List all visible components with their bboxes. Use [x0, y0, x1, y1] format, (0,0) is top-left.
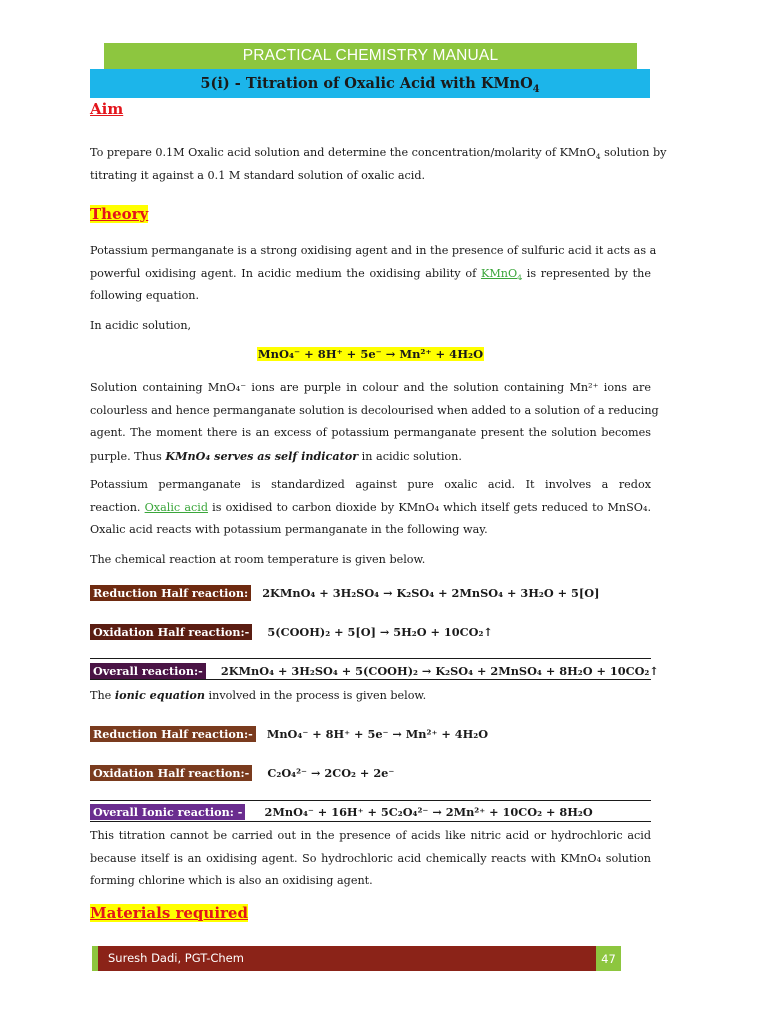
- ionic-oxidation-label: Oxidation Half reaction:-: [90, 765, 252, 781]
- oxalic-acid-link[interactable]: Oxalic acid: [144, 500, 208, 514]
- ionic-overall-rule-bottom: [90, 821, 651, 822]
- kmno4-link[interactable]: KMnO$_4$: [480, 266, 523, 282]
- overall-reaction-row: [90, 660, 659, 679]
- ionic-reduction-label: Reduction Half reaction:-: [90, 726, 256, 742]
- theory-paragraph-1: Potassium permanganate is a strong oxidising agent and in the presence of sulfuric acid it acts as a powerful oxidising agent. In acidic medium the oxidising ability of KMnO$_4$ is represented by the following equation.: [90, 244, 657, 302]
- closing-paragraph: This titration cannot be carried out in the presence of acids like nitric acid or hydrochloric acid because itself is an oxidising agent. So hydrochloric acid chemically reacts with KMnO₄ solution forming chlorine which is also an oxidising agent.: [90, 829, 651, 887]
- oxidation-label: Oxidation Half reaction:-: [90, 624, 252, 640]
- reduction-label: Reduction Half reaction:: [90, 585, 251, 601]
- aim-paragraph: To prepare 0.1M Oxalic acid solution and determine the concentration/molarity of KMnO$_4$ solution by titrating it against a 0.1 M standard solution of oxalic acid.: [90, 146, 667, 182]
- theory-paragraph-3: Solution containing MnO₄⁻ ions are purple in colour and the solution containing Mn²⁺ ions are colourless and hence permanganate solution is decolourised when added to a solution of a reducing agent. The moment there is an excess of potassium permanganate present the solution becomes purple. Thus KMnO₄ serves as self indicator in acidic solution.: [90, 381, 659, 463]
- ionic-overall-equation: 2MnO₄⁻ + 16H⁺ + 5C₂O₄²⁻ → 2Mn²⁺ + 10CO₂ + 8H₂O: [264, 805, 593, 819]
- ionic-reduction-row: [90, 723, 488, 742]
- permanganate-equation: MnO₄⁻ + 8H⁺ + 5e⁻ → Mn²⁺ + 4H₂O: [257, 347, 484, 361]
- footer-author: Suresh Dadi, PGT-Chem: [108, 951, 244, 965]
- overall-label: Overall reaction:-: [90, 663, 206, 679]
- ionic-intro: The ionic equation involved in the process is given below.: [90, 688, 427, 702]
- reduction-equation: 2KMnO₄ + 3H₂SO₄ → K₂SO₄ + 2MnSO₄ + 3H₂O + 5[O]: [262, 586, 600, 600]
- overall-equation: 2KMnO₄ + 3H₂SO₄ + 5(COOH)₂ → K₂SO₄ + 2MnSO₄ + 8H₂O + 10CO₂↑: [220, 664, 659, 678]
- ionic-oxidation-equation: C₂O₄²⁻ → 2CO₂ + 2e⁻: [267, 766, 395, 780]
- oxidation-reaction-row: [90, 621, 493, 640]
- theory-heading: Theory: [90, 205, 149, 223]
- oxidation-equation: 5(COOH)₂ + 5[O] → 5H₂O + 10CO₂↑: [267, 625, 493, 639]
- theory-paragraph-4: Potassium permanganate is standardized against pure oxalic acid. It involves a redox reaction. Oxalic acid is oxidised to carbon dioxide by KMnO₄ which itself gets reduced to MnSO₄. Oxalic acid reacts with potassium permanganate in the following way.: [90, 478, 651, 536]
- overall-reaction-rule-top: [90, 658, 651, 659]
- ionic-reduction-equation: MnO₄⁻ + 8H⁺ + 5e⁻ → Mn²⁺ + 4H₂O: [266, 727, 489, 741]
- manual-title: PRACTICAL CHEMISTRY MANUAL: [242, 47, 499, 64]
- footer-accent: [92, 946, 98, 971]
- materials-heading: Materials required: [90, 904, 248, 922]
- reduction-reaction-row: [90, 582, 599, 601]
- manual-title-banner: [104, 43, 637, 69]
- experiment-title: 5(i) - Titration of Oxalic Acid with KMnO$_4$: [200, 75, 540, 95]
- ionic-overall-row: [90, 801, 593, 820]
- experiment-title-banner: [90, 69, 650, 98]
- ionic-oxidation-row: [90, 762, 394, 781]
- page-number: 47: [596, 946, 621, 971]
- overall-reaction-rule-bottom: [90, 679, 651, 680]
- ionic-overall-label: Overall Ionic reaction: -: [90, 804, 245, 820]
- theory-paragraph-5: The chemical reaction at room temperature is given below.: [90, 553, 426, 566]
- aim-heading: Aim: [90, 100, 124, 118]
- theory-paragraph-2: In acidic solution,: [90, 319, 192, 332]
